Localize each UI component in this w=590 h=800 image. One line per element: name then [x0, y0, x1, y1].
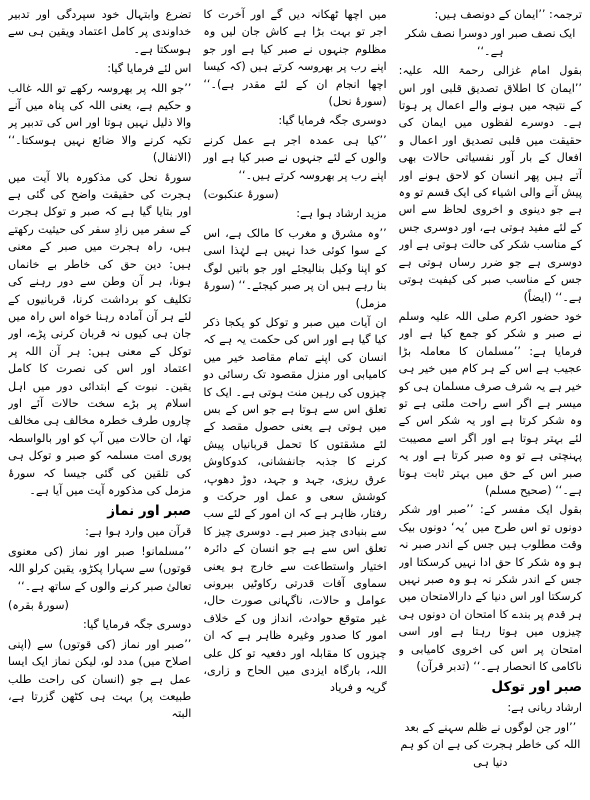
- paragraph: ترجمہ: ’’ایمان کے دونصف ہیں:: [434, 8, 582, 21]
- paragraph: ارشاد ربانی ہے:: [507, 701, 582, 715]
- section-heading: صبر اور نماز: [107, 503, 192, 520]
- paragraph: مزید ارشاد ہوا ہے:: [296, 207, 387, 221]
- quoted-verse: ’’اور جن لوگوں نے ظلم سہنے کے بعد اللہ کی خاطر ہجرت کی ہے ان کو ہم دنیا ہی: [400, 720, 581, 769]
- text-column-right: [399, 6, 582, 794]
- paragraph: سورۂ نحل کی مذکورہ بالا آیت میں ہجرت کی حقیقت واضح کی گئی ہے اور بتایا گیا ہے کہ صبر و توکل ہجرت کے سفر میں زادِ سفر کی حیثیت رکھتے ہیں، راہ ہجرت میں صبر کے معنی ہیں: دین حق کی خاطر بے خانماں ہونا، ہر آن وطن سے دور رہنے کی تکلیف کو برداشت کرنا، قربانیوں کے لئے ہر آن آمادہ رہنا خواہ اس راہ میں جان ہی کیوں نہ قربان کرنی پڑے، اور توکل کے معنی ہیں: ہر آن اللہ پر اعتماد اور اس کی نصرت کا کامل یقین۔ نبوت کے ابتدائی دور میں اہل اسلام پر بڑے سخت حالات آئے اور چاروں طرف خطرہ مخالف ہی مخالف تھا، ان حالات میں آپ کو اور بالواسطہ پوری امت مسلمہ کو صبر و توکل ہی کی تلقین کی گئی جیسا کہ سورۂ مزمل کی مذکورہ آیت میں آیا ہے۔: [8, 170, 192, 497]
- paragraph: بقول ایک مفسر کے: ’’صبر اور شکر دونوں تو اس طرح میں ’یہ‘ دونوں بیک وقت مطلوب ہیں جس کے اندر صبر نہ ہو وہ شکر کا حق ادا نہیں کرسکتا اور جس کے اندر شکر نہ ہو وہ صبر نہیں کرسکتا اور اس دنیا کے دارالامتحان میں ہر قدم پر بندے کا امتحان ان دونوں ہی چیزوں میں ہوتا رہتا ہے اور اسی امتحان پر اس کی اخروی کامیابی و ناکامی کا انحصار ہے۔‘‘ (تدبر قرآن): [398, 503, 582, 674]
- paragraph: ’’مسلمانو! صبر اور نماز (کی معنوی قوتوں) سے سہارا پکڑو، یقین کرلو اللہ تعالیٰ صبر کرنے والوں کے ساتھ ہے۔‘‘: [8, 544, 192, 593]
- paragraph: دوسری جگہ فرمایا گیا:: [278, 114, 387, 128]
- paragraph: دوسری جگہ فرمایا گیا:: [83, 618, 192, 632]
- paragraph: قرآن میں وارد ہوا ہے:: [85, 525, 192, 539]
- text-column-middle: [203, 6, 386, 794]
- paragraph: بقول امام غزالی رحمۃ اللہ علیہ: ’’ایمان کا اطلاق تصدیق قلبی اور اس کے نتیجہ میں ہونے والے اعمال پر ہوتا ہے۔ دوسرے لفظوں میں ایمان کی حقیقت میں قلبی تصدیق اور اعمال و افعال کے بار آور نفسیاتی حالات بھی آتے ہیں پھر انسان کو لاحق ہونے اور پیش آنے والی اشیاء کی ایک قسم تو وہ ہے جو دینوی و اخروی لحاظ سے اس کے لئے مفید ہوتی ہے، اور دوسری جس کے مناسب شکر کی حالت ہوتی ہے اور دوسری ہے جو ضرر رساں ہوتی ہے جس کے مناسب صبر کی کیفیت ہوتی ہے۔‘‘ (ایضاً): [398, 64, 582, 304]
- reference-citation: (سورۂ بقرہ): [8, 599, 69, 612]
- paragraph: ’’جو اللہ پر بھروسہ رکھے تو اللہ غالب و حکیم ہے، یعنی اللہ کی پناہ میں آنے والا ذلیل نہیں ہوتا اور اس کی تدبیر پر تکیہ کرنے والا ضائع نہیں ہوسکتا۔‘‘ (الانفال): [8, 81, 192, 165]
- paragraph: میں اچھا ٹھکانہ دیں گے اور آخرت کا اجر تو بہت بڑا ہے کاش جان لیں وہ مظلوم جنہوں نے صبر کیا ہے اور جو اپنے رب پر بھروسہ کرتے ہیں (کہ کیسا اچھا انجام ان کے لئے مقدر ہے)۔‘‘ (سورۂ نحل): [203, 8, 387, 109]
- paragraph: ’’وہ مشرق و مغرب کا مالک ہے، اس کے سوا کوئی خدا نہیں ہے لہٰذا اسی کو اپنا وکیل بنالیجئے اور جو باتیں لوگ بنا رہے ہیں ان پر صبر کیجئے۔‘‘ (سورۂ مزمل): [203, 226, 387, 310]
- quoted-verse: ایک نصف صبر اور دوسرا نصف شکر ہے۔‘‘: [405, 27, 576, 58]
- paragraph: اس لئے فرمایا گیا:: [107, 62, 192, 76]
- paragraph: ’’کیا ہی عمدہ اجر ہے عمل کرنے والوں کے لئے جنہوں نے صبر کیا ہے اور اپنے رب پر بھروسہ کرتے ہیں۔‘‘: [203, 133, 387, 182]
- paragraph: خود حضور اکرم صلی اللہ علیہ وسلم نے صبر و شکر کو جمع کیا ہے اور فرمایا ہے: ’’مسلمان کا معاملہ بڑا عجیب ہے اس کے ہر کام میں خیر ہی خیر ہے یہ شرف صرف مسلمان ہی کو میسر ہے اگر اسے راحت ملتی ہے تو وہ شکر کرتا ہے اور یہ شکر اس کے لئے بہتر ہوتا ہے اور اگر اسے مصیبت پہنچتی ہے تو وہ صبر کرتا ہے اور یہ صبر اس کے حق میں بہتر ثابت ہوتا ہے۔‘‘ (صحیح مسلم): [398, 309, 582, 497]
- section-heading: صبر اور توکل: [491, 679, 582, 696]
- text-column-left: [8, 6, 191, 794]
- reference-citation: (سورۂ عنکبوت): [203, 188, 279, 202]
- paragraph: ’’صبر اور نماز (کی قوتوں) سے (اپنی اصلاح میں) مدد لو، لیکن نماز ایک ایسا عمل ہے جو (انسان کی راحت طلب طبیعت پر) بہت ہی کٹھن گزرتا ہے، البتہ: [8, 637, 192, 721]
- paragraph: تضرع وابتہال خود سپردگی اور تدبیر خداوندی پر کامل اعتماد ویقین ہی سے ہوسکتا ہے۔: [8, 8, 192, 56]
- paragraph: ان آیات میں صبر و توکل کو یکجا ذکر کیا گیا ہے اور اس کی حکمت یہ ہے کہ انسان کی اپنے تمام مقاصد خیر میں کامیابی اور منزل مقصود تک رسائی دو چیزوں کی رہین منت ہوتی ہے۔ ایک کا تعلق اس سے ہوتا ہے جو اس کے بس میں ہوتی ہے یعنی حصول مقصد کے لئے مشقتوں کا تحمل قربانیاں پیش کرنے کا جذبہ جانفشانی، کدوکاوش عرق ریزی، جہد و جہد، دوڑ دھوپ، کوشش سعی و عمل اور حرکت و رفتار، ظاہر ہے کہ ان امور کے لئے سب سے بنیادی چیز صبر ہے۔ دوسری چیز کا تعلق اس سے ہے جو انسان کے دائرہ اختیار واستطاعت سے خارج ہو یعنی سماوی آفات قدرتی رکاوٹیں بیرونی عوامل و حالات، ناگہانی صورت حال، غیر متوقع حوادث، انداز وں کے خلاف امور کا صدور وغیرہ ظاہر ہے کہ ان چیزوں کا مقابلہ اور دفعیہ تو کل علی اللہ، بارگاہ ایزدی میں الحاح و زاری، گریہ و فریاد: [203, 315, 387, 695]
